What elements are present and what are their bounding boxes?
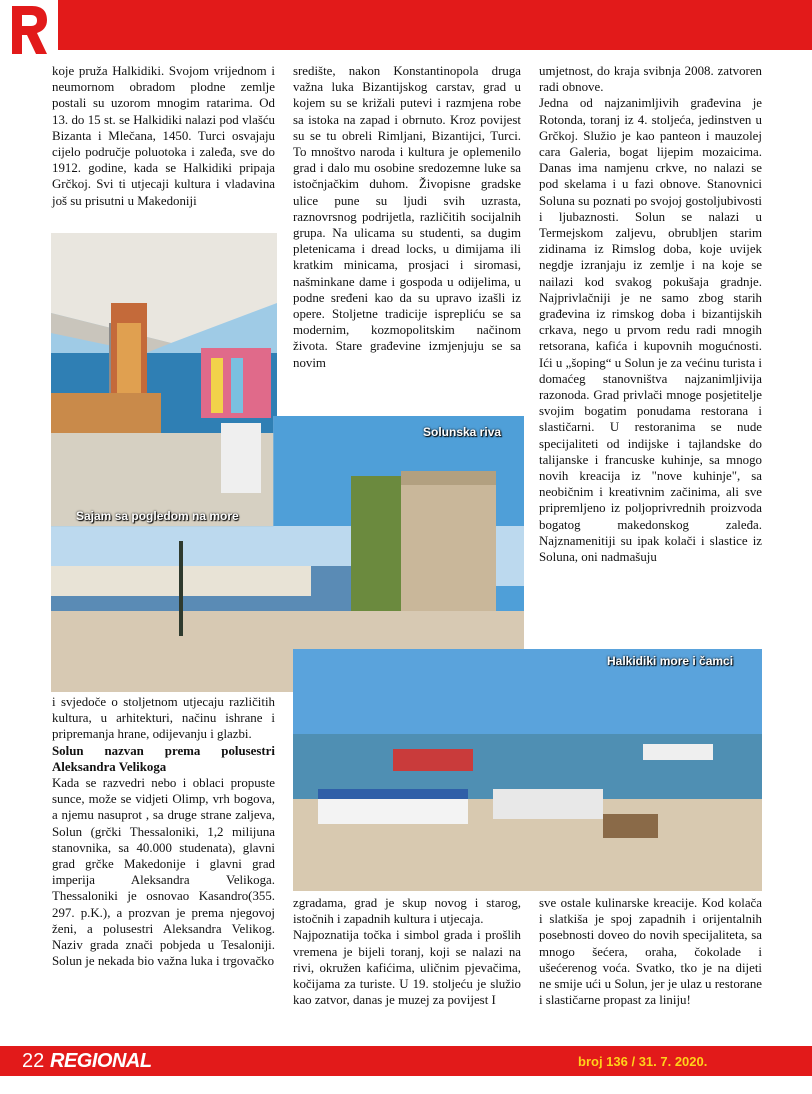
column-3-top: [539, 63, 762, 565]
paragraph: umjetnost, do kraja svibnja 2008. zatvoren radi obnove.: [539, 64, 762, 95]
paragraph: središte, nakon Konstantinopola druga važna luka Bizantijskog carstav, grad u kojem su se križali putevi i razmjena robe sa istoka na zapad i obrnuto. Kroz povijest su se tu obreli Rimljani, Bizantijci, Turci. To mnoštvo naroda i kultura je oplemenilo grad i dalo mu osobine sredozemne luke sa istočnjačkim duhom. Živopisne gradske ulice pune su ljudi svih uzrasta, raznovrsnog podrijetla, različitih socijalnih grupa. Na ulicama su studenti, sa dugim pletenicama i dread locks, u dimijama ili kratkim minicama, prosjaci i siromasi, našminkane dame i gospoda u odijelima, u podne sređeni kao da su upravo izašli iz opere. Stoljetne tradicije isprepliću se sa modernim, kozmopolitskim načinom života. Stare građevine izmjenjuju se sa novim: [293, 64, 521, 370]
paragraph: koje pruža Halkidiki. Svojom vrijednom i neumornom obradom plodne zemlje postali su uzorom mnogim ratarima. Od 13. do 15 st. se Halkidiki nalazi pod vlašću Bizanta i Mlečana, 1450. Turci osvajaju cijelo područje poluotoka i zaleđa, sve do 1912. godine, kada se Halkidiki pripaja Grčkoj. Svi ti utjecaji kultura i vladavina još su prisutni u Makedoniji: [52, 64, 275, 208]
paragraph: zgradama, grad je skup novog i starog, istočnih i zapadnih kultura i utjecaja.: [293, 896, 521, 927]
market-photo: [51, 233, 277, 527]
riva-photo-caption: Solunska riva: [423, 425, 502, 439]
market-photo-caption: Sajam sa pogledom na more: [76, 509, 239, 523]
header-bar: [0, 0, 812, 50]
column-1-top: [52, 63, 275, 209]
boats-photo: [293, 649, 762, 891]
paragraph: Kada se razvedri nebo i oblaci propuste sunce, može se vidjeti Olimp, vrh bogova, a njemu nasuprot , sa druge strane zaljeva, Solun (grčki Thessaloniki, 1,2 milijuna stanovnika, sa 40.000 studenata), glavni grad grčke Makedonije i glavni grad imperija Aleksandra Velikoga. Thessaloniki je osnovao Kasandro(355. 297. p.K.), a prozvan je prema njegovoj ženi, a polusestri Aleksandra Velikog. Naziv grada znači pobjeda u Tesaloniji. Solun je nekada bio važna luka i trgovačko: [52, 776, 275, 969]
brand-name: REGIONAL: [50, 1050, 152, 1072]
column-3-bottom: [539, 895, 762, 1008]
paragraph: Jedna od najzanimljivih građevina je Rotonda, toranj iz 4. stoljeća, jedinstven u Grčkoj. Služio je kao panteon i mauzolej cara Galeria, bogat lijepim mozaicima. Danas ima namjenu crkve, no nalazi se pod skelama i u fazi obnove. Stanovnici Soluna su poznati po svojoj gostoljubivosti i ljubaznosti. Solun se nalazi u Termejskom zaljevu, obrubljen starim zidinama iz Rimslog doba, koje uvijek negdje izranjaju iz zemlje i na koje se nailazi kod svakog pokušaja gradnje. Najprivlačniji je ne samo zbog starih građevina iz rimskog doba i bizantijskih crkava, nego u prvom redu radi mnogih retsorana, kafića i kupovnih mogućnosti. Ići u „šoping“ u Solun je za većinu turista i domaćeg stanovništva najzanimljivija razonoda. Grad privlači mnoge posjetitelje svojim bogatim ponudama restorana i slastičarni. U restoranima se nude specijaliteti od indijske i tajlandske do talijanske i francuske kuhinje, sa mnogo novih kreacija iz "nove kuhinje", sa neobičnim i kreativnim začinima, ali sve pripremljeno iz poljoprivrednih proizvoda bogatog makedonskog zaleđa. Najznamenitiji su ipak kolači i slastice iz Soluna, oni nadmašuju: [539, 96, 762, 565]
paragraph: Najpoznatija točka i simbol grada i prošlih vremena je bijeli toranj, koji se nalazi na rivi, okružen kafićima, uličnim pjevačima, kočijama za turiste. U 19. stoljeću je služio kao zatvor, danas je muzej za povijest I: [293, 928, 521, 1008]
column-2-top: [293, 63, 521, 371]
boats-photo-caption: Halkidiki more i čamci: [607, 654, 734, 668]
page-number: 22: [22, 1050, 45, 1072]
logo: [0, 0, 58, 62]
paragraph: sve ostale kulinarske kreacije. Kod kolača i slatkiša je spoj zapadnih i orijentalnih posebnosti doveo do novih specijaliteta, sa mnogo šećera, oraha, čokolade i ušećerenog voća. Svatko, tko je na dijeti ne smije ući u Solun, jer je ulaz u restorane i slastičarne propast za liniju!: [539, 896, 762, 1008]
paragraph: i svjedoče o stoljetnom utjecaju različitih kultura, u arhitekturi, načinu ishrane i pripremanja hrane, odijevanju i glazbi.: [52, 695, 275, 742]
column-1-bottom: [52, 694, 275, 969]
column-2-bottom: [293, 895, 521, 1008]
subheading: Solun nazvan prema polusestri Aleksandra Velikoga: [52, 743, 275, 774]
issue-info: broj 136 / 31. 7. 2020.: [578, 1054, 708, 1069]
regional-r-logo-icon: [6, 2, 50, 58]
